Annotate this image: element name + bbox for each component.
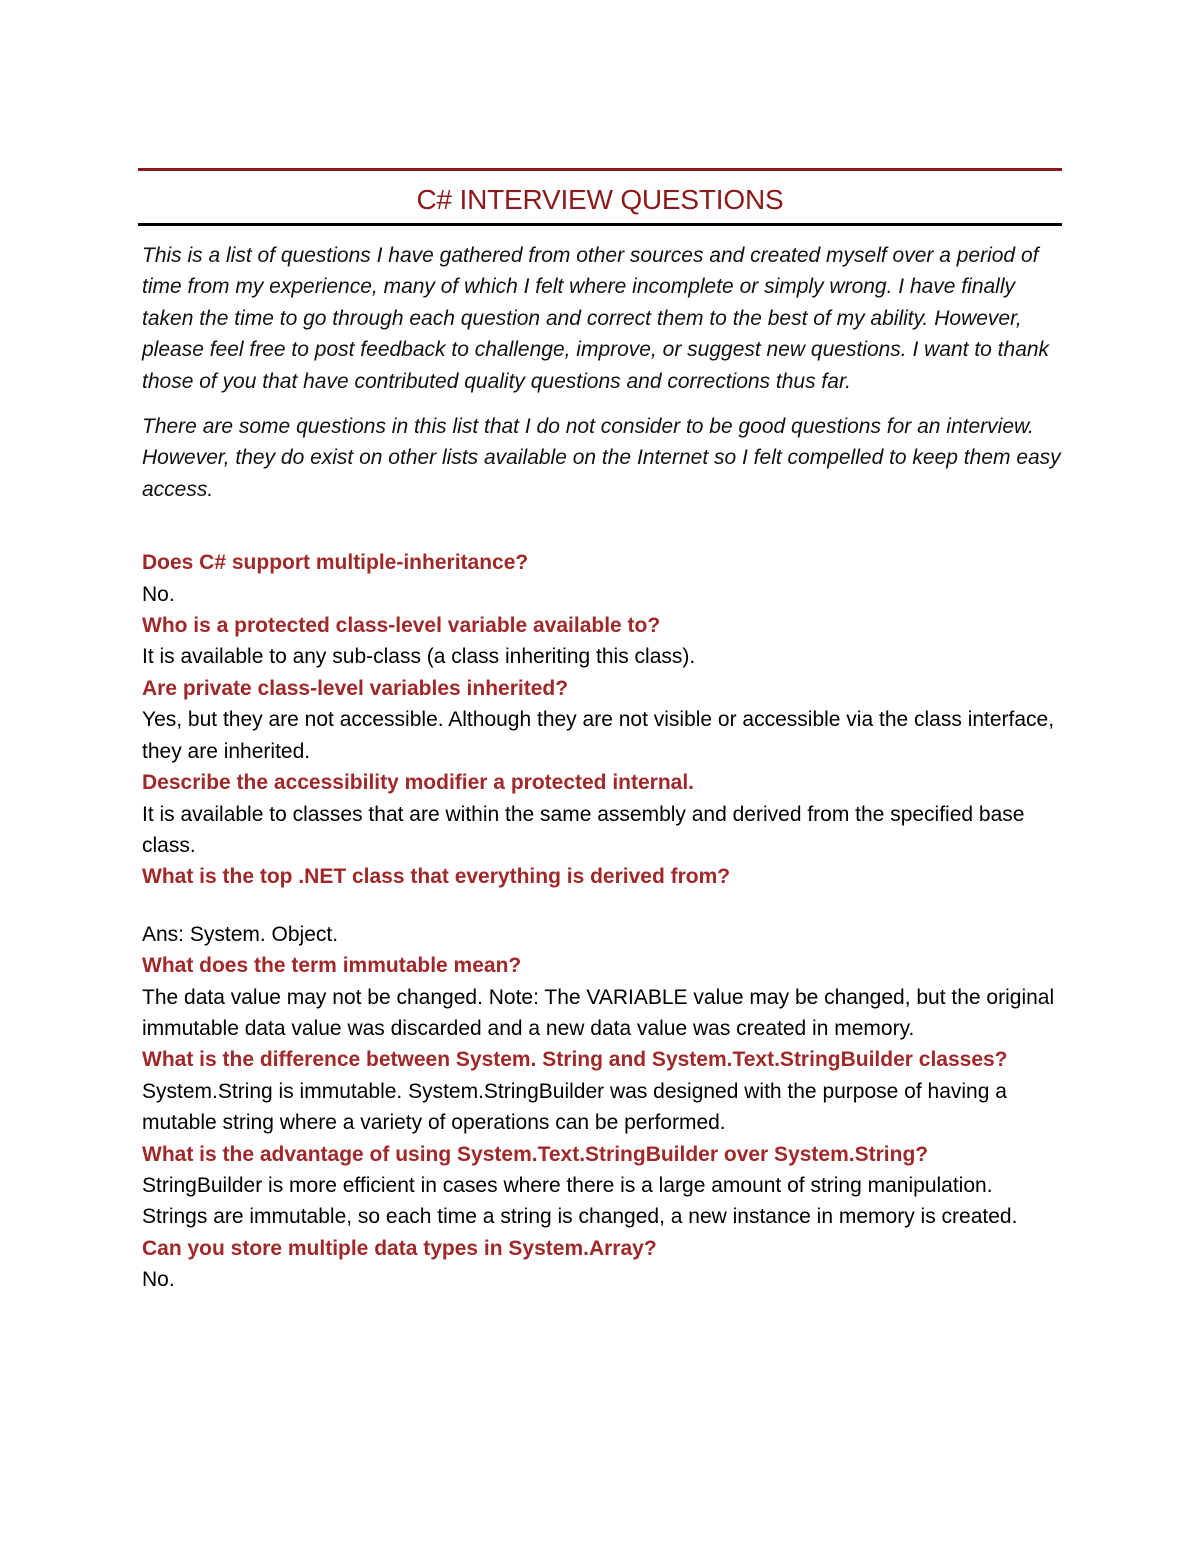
- answer: Ans: System. Object.: [142, 922, 339, 946]
- title-bottom-rule: [138, 223, 1062, 226]
- answer: No.: [142, 582, 175, 606]
- answer: No.: [142, 1268, 175, 1292]
- question: What is the difference between System. String and System.Text.StringBuilder classes?: [142, 1048, 1008, 1072]
- answer: It is available to classes that are within the same assembly and derived from the specified base class.: [142, 802, 1025, 857]
- answer: Yes, but they are not accessible. Although they are not visible or accessible via the class interface, they are inherited.: [142, 708, 1055, 763]
- question: What does the term immutable mean?: [142, 954, 522, 978]
- question: Can you store multiple data types in System.Array?: [142, 1236, 657, 1260]
- intro-paragraph: There are some questions in this list that I do not consider to be good questions for an interview. However, they do exist on other lists available on the Internet so I felt compelled to keep them easy access.: [142, 415, 1061, 501]
- answer: It is available to any sub-class (a class inheriting this class).: [142, 645, 696, 669]
- answer: System.String is immutable. System.StringBuilder was designed with the purpose of having a mutable string where a variety of operations can be performed.: [142, 1079, 1007, 1135]
- question: What is the top .NET class that everything is derived from?: [142, 865, 731, 889]
- intro-paragraph: This is a list of questions I have gathered from other sources and created myself over a period of time from my experience, many of which I felt where incomplete or simply wrong. I have finally taken the time to go through each question and correct them to the best of my ability. However, please feel free to post feedback to challenge, improve, or suggest new questions. I want to thank those of you that have contributed quality questions and corrections thus far.: [142, 244, 1050, 393]
- question: Who is a protected class-level variable available to?: [142, 614, 661, 638]
- question: Describe the accessibility modifier a protected internal.: [142, 771, 695, 795]
- qa-list: [142, 547, 1062, 1295]
- question: Does C# support multiple-inheritance?: [142, 551, 529, 575]
- section-spacer: [138, 519, 1062, 547]
- answer: The data value may not be changed. Note: The VARIABLE value may be changed, but the original immutable data value was discarded and a new data value was created in memory.: [142, 985, 1055, 1040]
- document-page: [138, 168, 1062, 1296]
- document-title: C# INTERVIEW QUESTIONS: [416, 184, 784, 215]
- answer: StringBuilder is more efficient in cases where there is a large amount of string manipulation. Strings are immutable, so each time a string is changed, a new instance in memory is created.: [142, 1173, 1018, 1229]
- question: Are private class-level variables inherited?: [142, 676, 569, 700]
- question: What is the advantage of using System.Text.StringBuilder over System.String?: [142, 1142, 929, 1166]
